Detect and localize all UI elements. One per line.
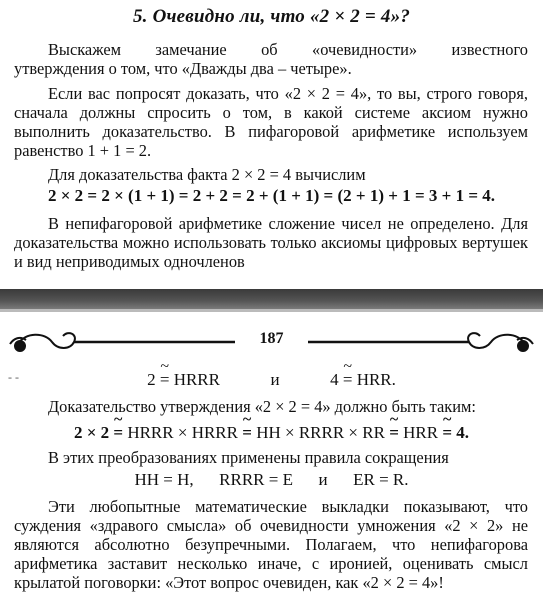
page-break-bar: [0, 289, 543, 309]
formula-pythagorean: 2 × 2 = 2 × (1 + 1) = 2 + 2 = 2 + (1 + 1) = (2 + 1) + 1 = 3 + 1 = 4.: [47, 186, 496, 205]
tilde-equals-icon: ~ =: [343, 370, 353, 390]
tilde-equals-icon: ~ =: [113, 423, 123, 443]
paragraph-5: Доказательство утверждения «2 × 2 = 4» должно быть таким:: [48, 397, 476, 416]
paragraph-6: В этих преобразованиях применены правила сокращения: [48, 448, 449, 467]
upper-page: [0, 0, 543, 288]
paragraph-1-line-2: утверждения о том, что «Дважды два – четыре».: [14, 59, 352, 78]
paragraph-2: Если вас попросят доказать, что «2 × 2 = 4», то вы, строго говоря, сначала должны спросить о том, в какой системе аксиом нужно выполнить доказательство. В пифагоровой арифметике используем равенство 1 + 1 = 2.: [14, 84, 528, 160]
page-number: 187: [259, 330, 284, 347]
margin-mark: - -: [8, 370, 19, 384]
section-title: 5. Очевидно ли, что «2 × 2 = 4»?: [132, 6, 411, 27]
page-break-shadow: [0, 309, 543, 312]
paragraph-1-line-1: Выскажем замечание об «очевидности» известного: [48, 40, 528, 59]
paragraph-1: [14, 40, 528, 78]
paragraph-4: В непифагоровой арифметике сложение чисел не определено. Для доказательства можно использовать только аксиомы цифровых вертушек и вид неприводимых одночленов: [14, 214, 528, 271]
tilde-equals-icon: ~ =: [160, 370, 170, 390]
tilde-equals-icon: ~ =: [242, 423, 252, 443]
tilde-equals-icon: ~ =: [389, 423, 399, 443]
tilde-equals-icon: ~ =: [442, 423, 452, 443]
paragraph-7: Эти любопытные математические выкладки показывают, что суждения «здравого смысла» об очевидности умножения «2 × 2» не являются абсолютно безупречными. Полагаем, что непифагорова арифметика заставит несколько иначе, с иронией, оценивать смысл крылатой поговорки: «Этот вопрос очевиден, как «2 × 2 = 4»!: [14, 497, 528, 592]
equivalence-line: 2 ~ = HRRR и 4 ~ = HRR.: [0, 370, 543, 390]
reduction-rules: HH = H, RRRR = E и ER = R.: [134, 470, 409, 489]
formula-non-pythagorean: 2 × 2 ~ = HRRR × HRRR ~ = HH × RRRR × RR ~ = HRR ~ = 4.: [0, 423, 543, 443]
paragraph-3: Для доказательства факта 2 × 2 = 4 вычислим: [48, 165, 366, 184]
